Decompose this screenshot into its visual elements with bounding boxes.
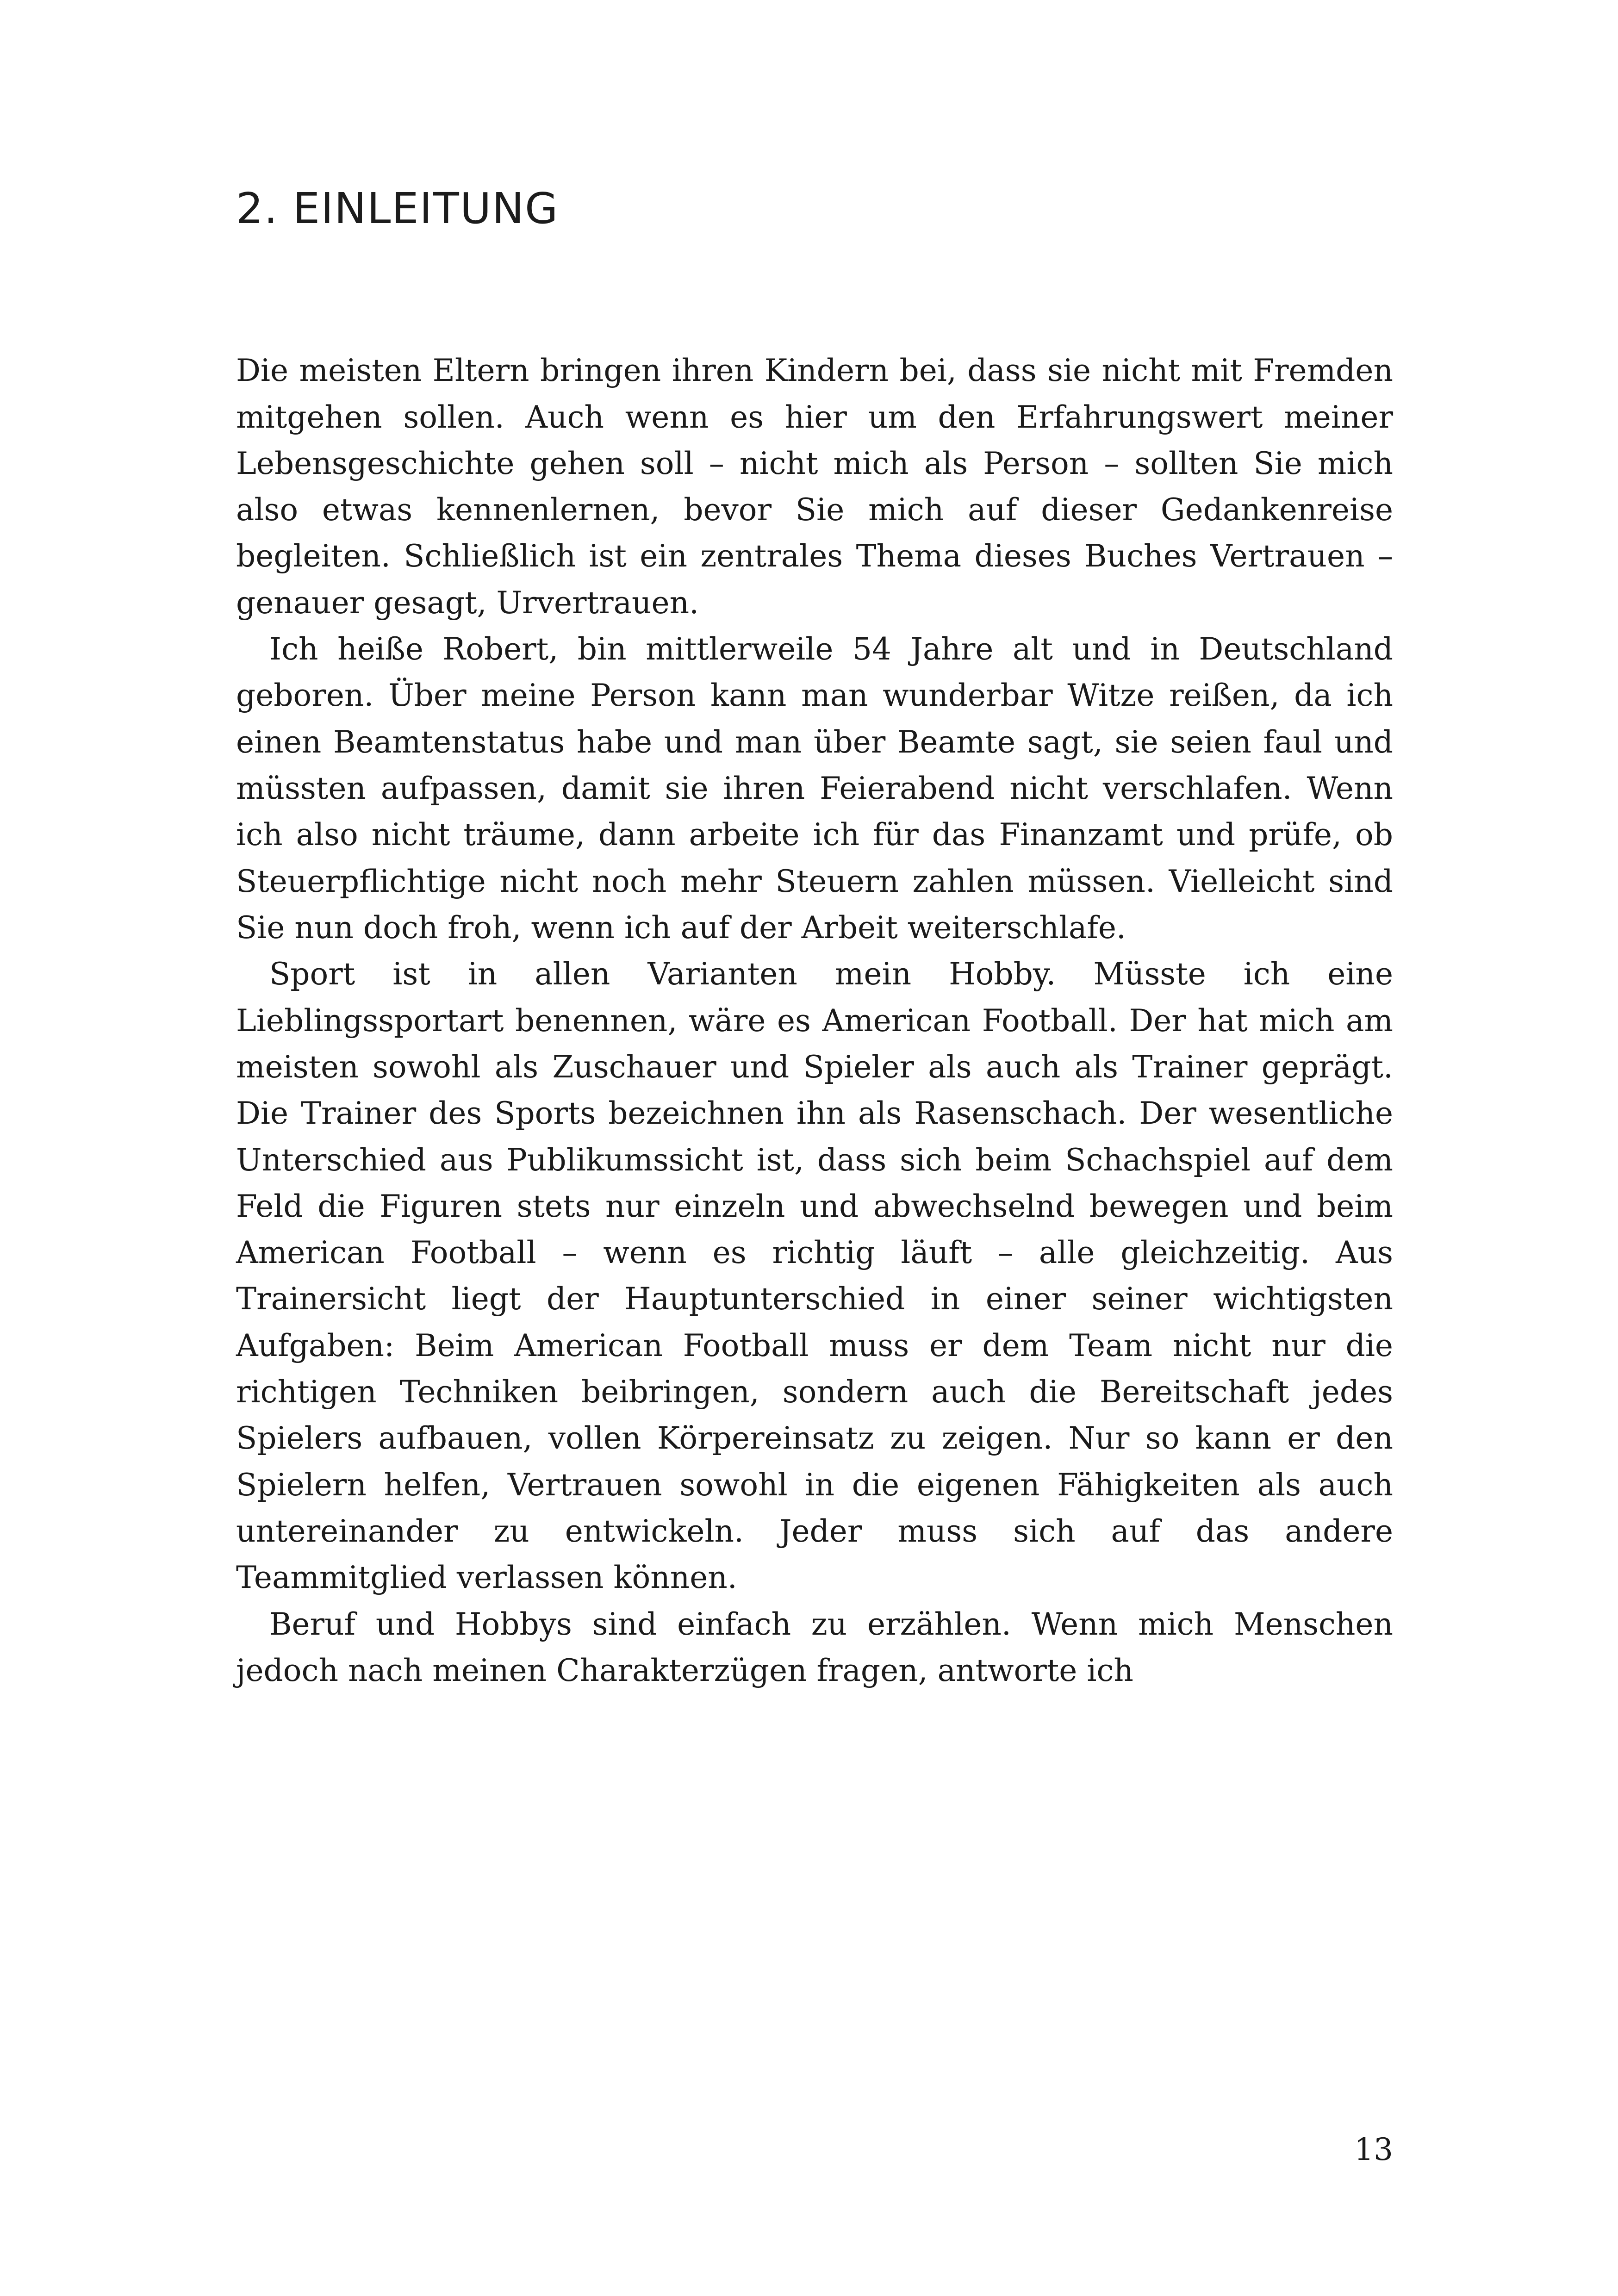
body-text — [236, 348, 1393, 1694]
page-content — [236, 185, 1393, 1694]
page-title: 2. EINLEITUNG — [236, 184, 559, 233]
paragraph: Beruf und Hobbys sind einfach zu erzählen. Wenn mich Menschen jedoch nach meinen Charakterzügen fragen, antworte ich — [236, 1606, 1393, 1688]
paragraph: Sport ist in allen Varianten mein Hobby. Müsste ich eine Lieblingssportart benennen, wäre es American Football. Der hat mich am meisten sowohl als Zuschauer und Spieler als auch als Trainer geprägt. Die Trainer des Sports bezeichnen ihn als Rasenschach. Der wesentliche Unterschied aus Publikumssicht ist, dass sich beim Schachspiel auf dem Feld die Figuren stets nur einzeln und abwechselnd bewegen und beim American Football – wenn es richtig läuft – alle gleichzeitig. Aus Trainersicht liegt der Hauptunterschied in einer seiner wichtigsten Aufgaben: Beim American Football muss er dem Team nicht nur die richtigen Techniken beibringen, sondern auch die Bereitschaft jedes Spielers aufbauen, vollen Körpereinsatz zu zeigen. Nur so kann er den Spielern helfen, Vertrauen sowohl in die eigenen Fähigkeiten als auch untereinander zu entwickeln. Jeder muss sich auf das andere Teammitglied verlassen können. — [236, 956, 1393, 1596]
paragraph: Ich heiße Robert, bin mittlerweile 54 Jahre alt und in Deutschland geboren. Über meine Person kann man wunderbar Witze reißen, da ich einen Beamtenstatus habe und man über Beamte sagt, sie seien faul und müssten aufpassen, damit sie ihren Feierabend nicht verschlafen. Wenn ich also nicht träume, dann arbeite ich für das Finanzamt und prüfe, ob Steuerpflichtige nicht noch mehr Steuern zahlen müssen. Vielleicht sind Sie nun doch froh, wenn ich auf der Arbeit weiterschlafe. — [236, 631, 1393, 946]
paragraph: Die meisten Eltern bringen ihren Kindern bei, dass sie nicht mit Fremden mitgehen sollen. Auch wenn es hier um den Erfahrungswert meiner Lebensgeschichte gehen soll – nicht mich als Person – sollten Sie mich also etwas kennenlernen, bevor Sie mich auf dieser Gedankenreise begleiten. Schließlich ist ein zentrales Thema dieses Buches Vertrauen – genauer gesagt, Urvertrauen. — [236, 353, 1393, 621]
page-number: 13 — [1354, 2132, 1393, 2167]
